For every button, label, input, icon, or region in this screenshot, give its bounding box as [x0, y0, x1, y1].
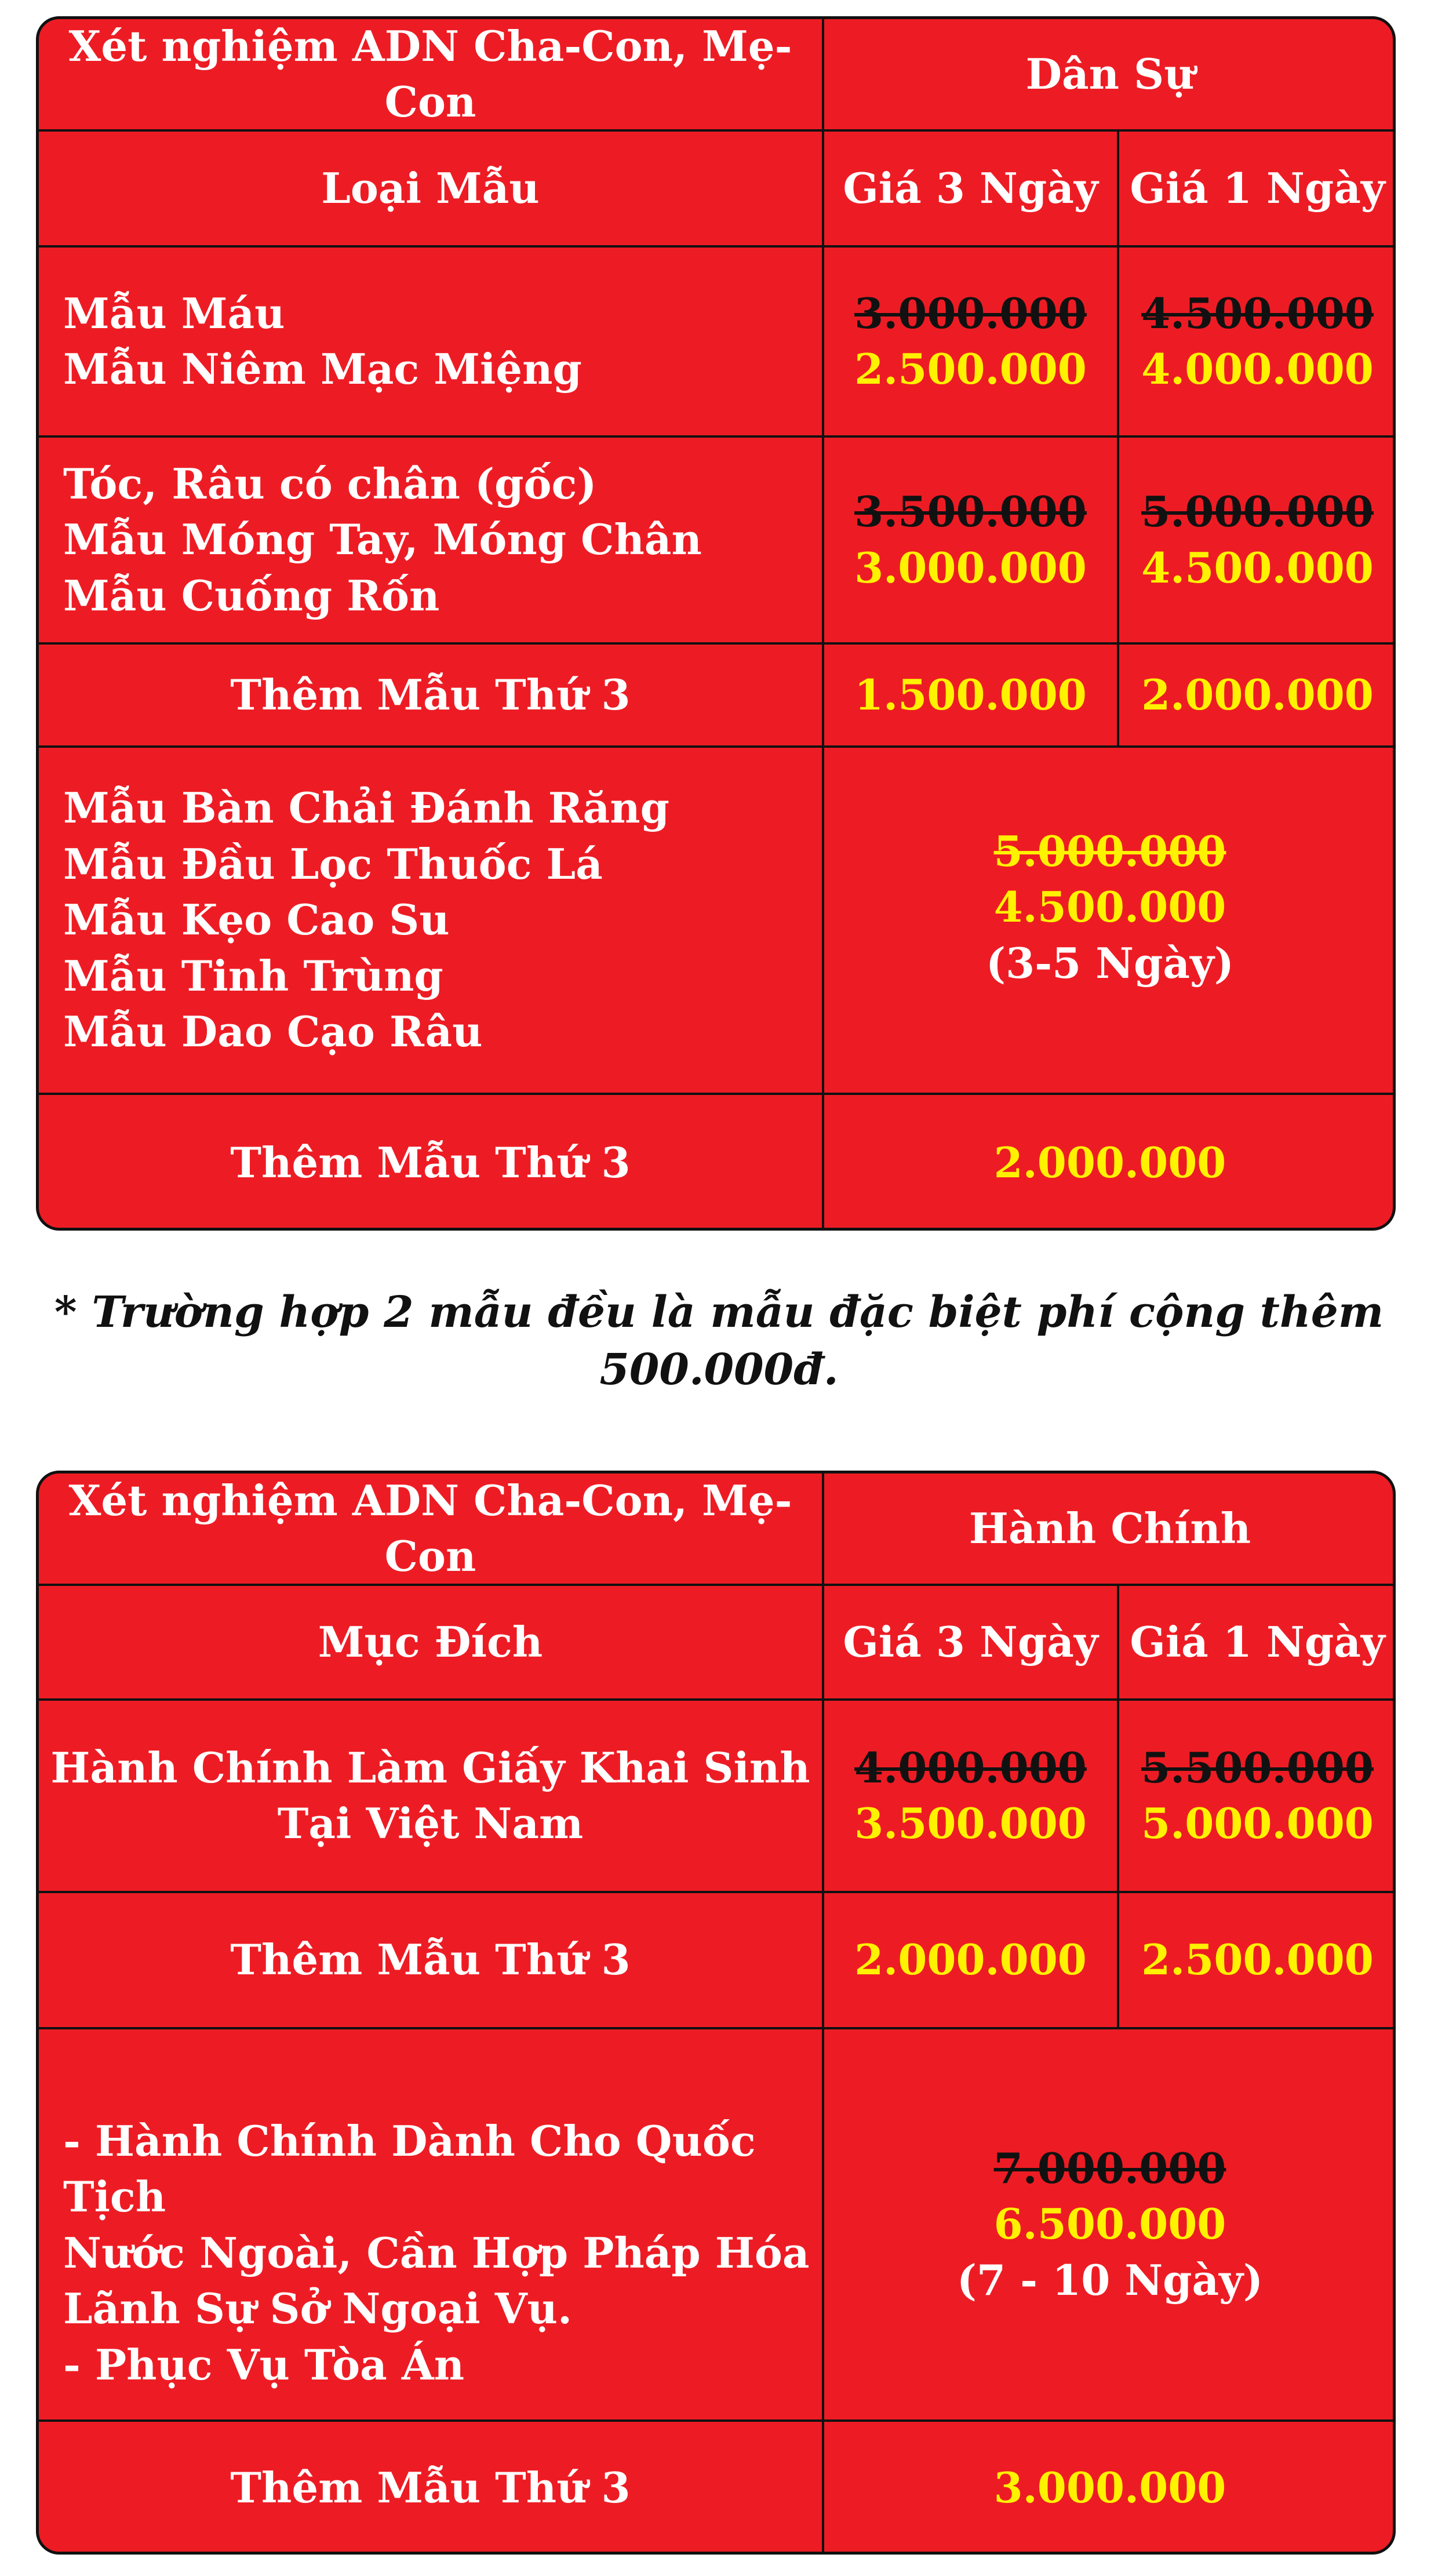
table-row-label: [39, 1701, 822, 1891]
third-sample-label: Thêm Mẫu Thứ 3: [230, 670, 631, 719]
price-3day: [824, 438, 1117, 642]
table-row-label: [39, 748, 822, 1093]
third-sample-label: Thêm Mẫu Thứ 3: [230, 1935, 631, 1985]
price-table-civil: [36, 16, 1396, 1231]
sample-type: Mẫu Tinh Trùng: [63, 951, 443, 1000]
old-price: 7.000.000: [993, 2143, 1226, 2193]
price-3day: [824, 1701, 1117, 1891]
table-row-label: [39, 2029, 822, 2419]
old-price: 5.500.000: [1141, 1742, 1374, 1792]
price-3day: 1.500.000: [854, 670, 1087, 719]
sample-type: Mẫu Máu: [63, 288, 285, 338]
purpose: - Hành Chính Dành Cho Quốc Tịch: [63, 2116, 756, 2222]
sample-type: Mẫu Cuống Rốn: [63, 570, 440, 620]
new-price: 3.000.000: [854, 543, 1087, 592]
table-row-label: [39, 248, 822, 435]
old-price: 4.500.000: [1141, 288, 1374, 338]
table-row-label: [39, 438, 822, 642]
special-third-price: 3.000.000: [993, 2463, 1226, 2513]
sample-type: Mẫu Niêm Mạc Miệng: [63, 344, 582, 394]
sample-type: Mẫu Đầu Lọc Thuốc Lá: [63, 839, 603, 889]
price-1day: [1119, 248, 1396, 435]
new-price: 6.500.000: [993, 2199, 1226, 2249]
column-header-purpose: Mục Đích: [318, 1617, 543, 1667]
special-sample-note: * Trường hợp 2 mẫu đều là mẫu đặc biệt phí cộng thêm 500.000đ.: [54, 1287, 1384, 1395]
new-price: 5.000.000: [1141, 1799, 1374, 1848]
column-header-1day: Giá 1 Ngày: [1130, 1617, 1385, 1667]
new-price: 2.500.000: [854, 344, 1087, 394]
special-third-price: 2.000.000: [993, 1137, 1226, 1187]
purpose: Tại Việt Nam: [277, 1799, 584, 1848]
old-price: 4.000.000: [854, 1742, 1087, 1792]
table-type: Dân Sự: [1025, 49, 1195, 99]
old-price: 5.000.000: [1141, 487, 1374, 537]
third-sample-label: Thêm Mẫu Thứ 3: [230, 2463, 631, 2513]
sample-type: Mẫu Kẹo Cao Su: [63, 895, 450, 945]
table-type: Hành Chính: [969, 1503, 1251, 1553]
price-table-administrative: [36, 1471, 1396, 2555]
table-title: Xét nghiệm ADN Cha-Con, Mẹ-Con: [68, 1475, 792, 1581]
duration: (3-5 Ngày): [986, 938, 1234, 988]
table-title: Xét nghiệm ADN Cha-Con, Mẹ-Con: [68, 21, 792, 126]
new-price: 4.500.000: [1141, 543, 1374, 592]
sample-type: Mẫu Bàn Chải Đánh Răng: [63, 783, 669, 833]
price-1day: 2.000.000: [1141, 670, 1374, 719]
new-price: 4.500.000: [993, 882, 1226, 932]
old-price: 5.000.000: [993, 826, 1226, 876]
price-1day: 2.500.000: [1141, 1935, 1374, 1985]
price-3day: 2.000.000: [854, 1935, 1087, 1985]
purpose: Nước Ngoài, Cần Hợp Pháp Hóa: [63, 2228, 810, 2277]
new-price: 3.500.000: [854, 1799, 1087, 1848]
price-1day: [1119, 1701, 1396, 1891]
special-price: [824, 2029, 1396, 2419]
column-header-3day: Giá 3 Ngày: [843, 163, 1098, 213]
purpose: Lãnh Sự Sở Ngoại Vụ.: [63, 2284, 573, 2334]
column-header-sample: Loại Mẫu: [321, 163, 540, 213]
price-3day: [824, 248, 1117, 435]
special-price: [824, 748, 1396, 991]
third-sample-label: Thêm Mẫu Thứ 3: [230, 1137, 631, 1187]
duration: (7 - 10 Ngày): [956, 2255, 1264, 2305]
old-price: 3.500.000: [854, 487, 1087, 537]
purpose: - Phục Vụ Tòa Án: [63, 2339, 465, 2389]
sample-type: Mẫu Móng Tay, Móng Chân: [63, 515, 702, 565]
column-header-3day: Giá 3 Ngày: [843, 1617, 1098, 1667]
old-price: 3.000.000: [854, 288, 1087, 338]
sample-type: Mẫu Dao Cạo Râu: [63, 1007, 483, 1057]
new-price: 4.000.000: [1141, 344, 1374, 394]
price-1day: [1119, 438, 1396, 642]
sample-type: Tóc, Râu có chân (gốc): [63, 459, 597, 508]
column-header-1day: Giá 1 Ngày: [1130, 163, 1385, 213]
purpose: Hành Chính Làm Giấy Khai Sinh: [50, 1742, 810, 1792]
